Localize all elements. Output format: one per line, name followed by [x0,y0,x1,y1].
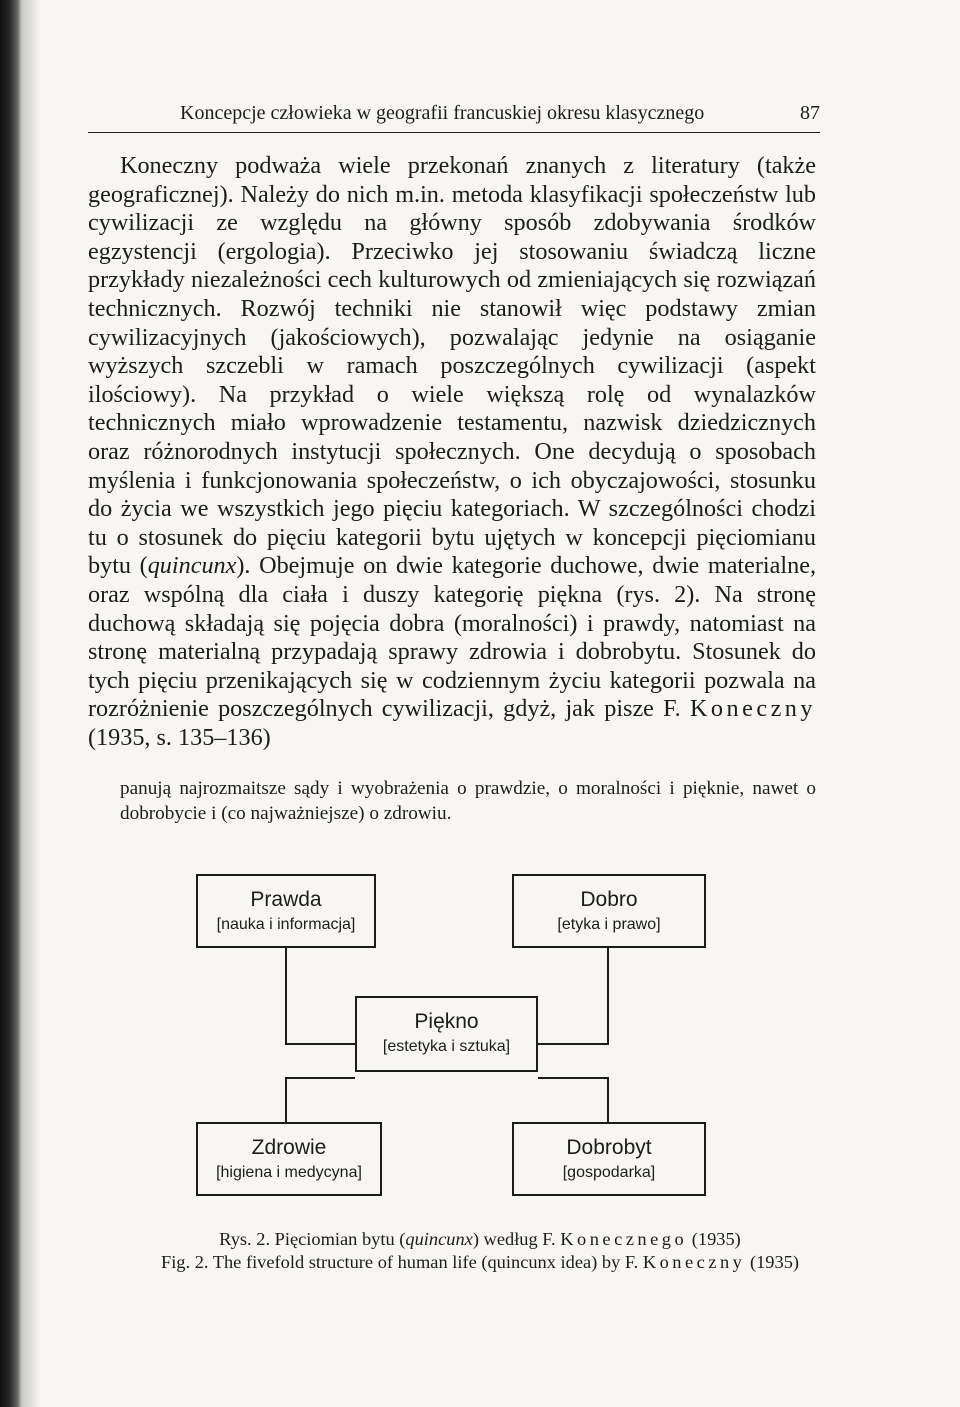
block-quote: panują najrozmaitsze sądy i wyobrażenia o prawdzie, o moralności i pięknie, nawet o dobrobycie i (co najważniejsze) o zdrowiu. [120,778,816,824]
box-piekno [355,996,538,1072]
connector-dobrobyt-piekno [538,1078,608,1122]
box-subtitle: [estetyka i sztuka] [382,1038,511,1055]
connector-dobro-piekno [538,948,608,1044]
main-paragraph [88,152,816,752]
author-name-spaced: Koneczny [689,695,816,723]
paragraph-text-part-1: Koneczny podważa wiele przekonań znanych z literatury (także geograficznej). Należy do nich m.in. metoda klasyfikacji społeczeństw lub cywilizacji ze względu na główny sposób zdobywania środków egzystencji (ergologia). Przeciwko jej stosowaniu świadczą liczne przykłady niezależności cech kulturowych od zmieniających się rozwiązań technicznych. Rozwój techniki nie stanowił więc podstawy zmian cywilizacyjnych (jakościowych), pozwalając jedynie na osiąganie wyższych szczebli w ramach poszczególnych cywilizacji (aspekt ilościowy). Na przykład o wiele większą rolę od wynalazków technicznych miało wprowadzenie testamentu, nazwisk dziedzicznych oraz różnorodnych instytucji społecznych. One decydują o sposobach myślenia i funkcjonowania społeczeństw, o ich obyczajowości, stosunku do życia we wszystkich jego pięciu kategoriach. W szczególności chodzi tu o stosunek do pięciu kategorii bytu ujętych w koncepcji pięciomianu bytu ( [88,152,816,580]
running-header-title: Koncepcje człowieka w geografii francuskiej okresu klasycznego [180,102,705,124]
box-title: Dobrobyt [566,1136,652,1159]
caption-text: (1935) [745,1252,800,1272]
box-subtitle: [nauka i informacja] [216,916,356,933]
caption-text: Fig. 2. The fivefold structure of human life (quincunx idea) by F. [160,1252,643,1272]
box-subtitle: [gospodarka] [562,1164,656,1181]
caption-text: Rys. 2. Pięciomian bytu ( [219,1229,406,1249]
caption-text: ) według F. [472,1229,561,1249]
box-subtitle: [higiena i medycyna] [216,1164,362,1181]
box-title: Piękno [414,1010,479,1033]
connector-zdrowie-piekno [286,1078,355,1122]
page-number: 87 [800,102,820,124]
box-title: Zdrowie [251,1136,327,1159]
box-dobrobyt [512,1122,706,1196]
italic-term: quincunx [147,552,237,580]
caption-author-spaced: Koneczny [642,1252,746,1272]
book-gutter-shade [22,0,40,1407]
caption-text: (1935) [687,1229,741,1249]
box-dobro [512,874,706,948]
caption-author-spaced: Konecznego [560,1229,688,1249]
box-zdrowie [196,1122,382,1196]
box-subtitle: [etyka i prawo] [557,916,661,933]
book-spine-shadow [0,0,22,1407]
connector-prawda-piekno [286,948,355,1044]
figure-caption-en [0,1251,960,1273]
paragraph [88,152,816,752]
caption-italic: quincunx [405,1229,473,1249]
paragraph-text-part-2: ). Obejmuje on dwie kategorie duchowe, dwie materialne, oraz wspólną dla ciała i duszy kategorię piękna (rys. 2). Na stronę duchową składają się pojęcia dobra (moralności) i prawdy, natomiast na stronę materialną przypadają sprawy zdrowia i dobrobytu. Stosunek do tych pięciu przenikających się w codziennym życiu kategorii pozwala na rozróżnienie poszczególnych cywilizacji, gdyż, jak pisze F. [88,552,816,723]
box-prawda [196,874,376,948]
box-title: Prawda [250,888,322,911]
paragraph-text-part-3: (1935, s. 135–136) [88,723,271,751]
figure-caption-pl [0,1228,960,1250]
running-header [88,102,820,133]
box-title: Dobro [580,888,638,911]
